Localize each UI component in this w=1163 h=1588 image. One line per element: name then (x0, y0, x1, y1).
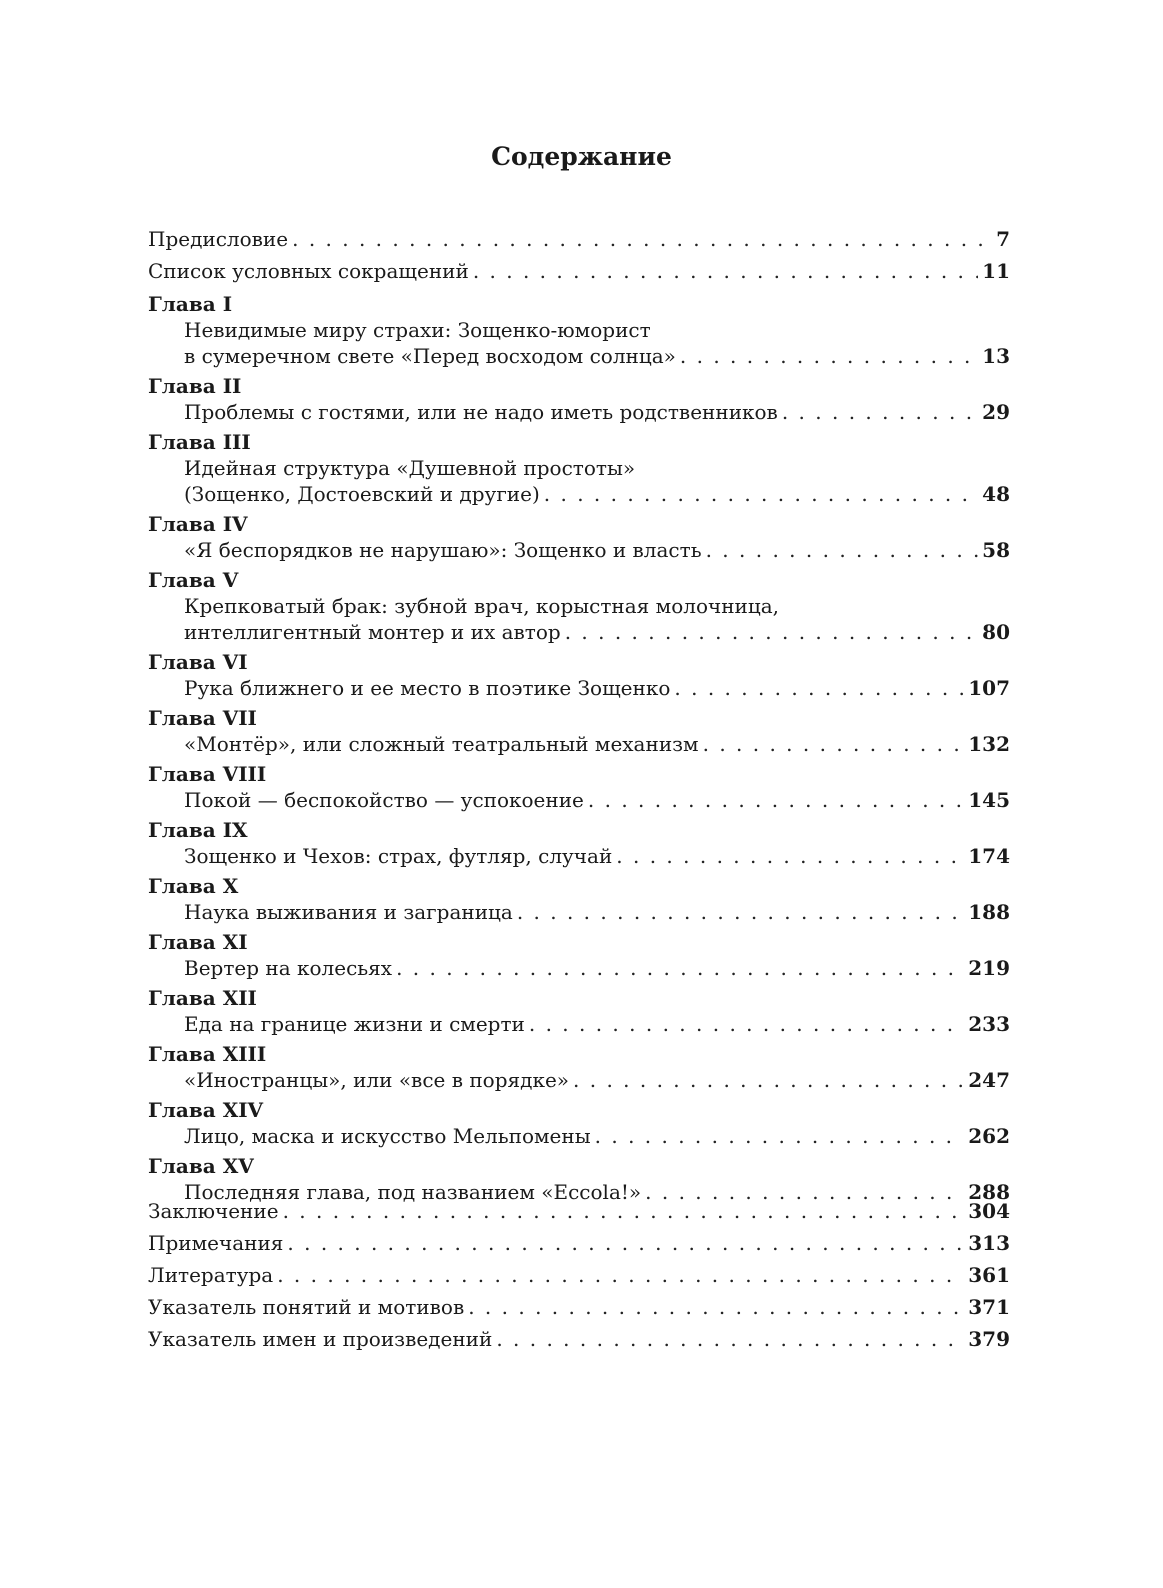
dot-leader (782, 399, 978, 425)
chapter-label: Глава XIV (148, 1098, 264, 1122)
chapter-label: Глава V (148, 568, 239, 592)
chapter-entry-page-number: 132 (968, 732, 1010, 756)
chapter-label: Глава VII (148, 706, 257, 730)
chapter-entry-title: Наука выживания и заграница (184, 900, 513, 924)
dot-leader (496, 1326, 964, 1352)
dot-leader (287, 1230, 964, 1256)
dot-leader (517, 899, 964, 925)
chapter-entry-page-number: 174 (968, 844, 1010, 868)
chapter-entry[interactable] (184, 537, 1010, 563)
chapter-title-line: Идейная структура «Душевной простоты» (184, 456, 636, 480)
chapter-entry-title: Проблемы с гостями, или не надо иметь родственников (184, 400, 778, 424)
chapter-entry-title: в сумеречном свете «Перед восходом солнца» (184, 344, 676, 368)
toc-entry-title: Предисловие (148, 227, 289, 251)
chapter-entry-title: Еда на границе жизни и смерти (184, 1012, 525, 1036)
chapter-entry-page-number: 233 (968, 1012, 1010, 1036)
table-of-contents (148, 0, 1010, 1588)
toc-entry-title: Примечания (148, 1231, 284, 1255)
toc-entry[interactable] (148, 1230, 1010, 1256)
chapter-entry-page-number: 29 (982, 400, 1010, 424)
chapter-entry-title: Покой — беспокойство — успокоение (184, 788, 584, 812)
chapter-label: Глава XII (148, 986, 257, 1010)
toc-entry-page-number: 11 (982, 259, 1010, 283)
chapter-entry-title: Последняя глава, под названием «Eccola!» (184, 1180, 642, 1204)
dot-leader (565, 619, 978, 645)
chapter-label: Глава XV (148, 1154, 254, 1178)
chapter-title-line: Крепковатый брак: зубной врач, корыстная молочница, (184, 594, 780, 618)
dot-leader (277, 1262, 964, 1288)
dot-leader (292, 226, 992, 252)
toc-entry[interactable] (148, 258, 1010, 284)
dot-leader (396, 955, 964, 981)
chapter-label: Глава VIII (148, 762, 267, 786)
dot-leader (529, 1011, 964, 1037)
chapter-entry-title: «Я беспорядков не нарушаю»: Зощенко и власть (184, 538, 702, 562)
toc-entry-page-number: 7 (996, 227, 1010, 251)
chapter-entry[interactable] (184, 787, 1010, 813)
chapter-label: Глава VI (148, 650, 248, 674)
chapter-entry-page-number: 58 (982, 538, 1010, 562)
chapter-entry-title: «Иностранцы», или «все в порядке» (184, 1068, 570, 1092)
chapter-entry[interactable] (184, 843, 1010, 869)
chapter-label: Глава II (148, 374, 242, 398)
chapter-label: Глава X (148, 874, 239, 898)
chapter-entry[interactable] (184, 955, 1010, 981)
toc-entry-page-number: 361 (968, 1263, 1010, 1287)
dot-leader (703, 731, 965, 757)
dot-leader (674, 675, 964, 701)
dot-leader (473, 258, 978, 284)
chapter-entry[interactable] (184, 899, 1010, 925)
chapter-entry-page-number: 247 (968, 1068, 1010, 1092)
chapter-label: Глава III (148, 430, 251, 454)
toc-entry-title: Заключение (148, 1199, 279, 1223)
toc-entry[interactable] (148, 1198, 1010, 1224)
toc-entry-page-number: 313 (968, 1231, 1010, 1255)
toc-entry[interactable] (148, 1294, 1010, 1320)
chapter-entry-title: Лицо, маска и искусство Мельпомены (184, 1124, 591, 1148)
chapter-entry-page-number: 188 (968, 900, 1010, 924)
toc-entry-page-number: 304 (968, 1199, 1010, 1223)
toc-entry-title: Литература (148, 1263, 274, 1287)
toc-entry-title: Указатель имен и произведений (148, 1327, 493, 1351)
chapter-title-line: Невидимые миру страхи: Зощенко-юморист (184, 318, 651, 342)
toc-entry-title: Указатель понятий и мотивов (148, 1295, 465, 1319)
chapter-entry[interactable] (184, 1123, 1010, 1149)
dot-leader (588, 787, 964, 813)
toc-entry[interactable] (148, 1262, 1010, 1288)
dot-leader (595, 1123, 965, 1149)
toc-entry-title: Список условных сокращений (148, 259, 469, 283)
chapter-entry-page-number: 48 (982, 482, 1010, 506)
chapter-entry-page-number: 262 (968, 1124, 1010, 1148)
dot-leader (680, 343, 978, 369)
toc-entry-page-number: 371 (968, 1295, 1010, 1319)
chapter-entry-title: интеллигентный монтер и их автор (184, 620, 561, 644)
chapter-entry-page-number: 145 (968, 788, 1010, 812)
chapter-entry[interactable] (184, 675, 1010, 701)
dot-leader (706, 537, 979, 563)
toc-entry[interactable] (148, 1326, 1010, 1352)
chapter-entry-page-number: 219 (968, 956, 1010, 980)
chapter-entry-page-number: 13 (982, 344, 1010, 368)
chapter-entry[interactable] (184, 731, 1010, 757)
dot-leader (283, 1198, 965, 1224)
chapter-entry[interactable] (184, 399, 1010, 425)
chapter-entry[interactable] (184, 481, 1010, 507)
chapter-entry-title: (Зощенко, Достоевский и другие) (184, 482, 540, 506)
chapter-label: Глава IX (148, 818, 248, 842)
dot-leader (573, 1067, 964, 1093)
chapter-entry-title: Зощенко и Чехов: страх, футляр, случай (184, 844, 613, 868)
chapter-label: Глава XI (148, 930, 248, 954)
chapter-entry-title: Рука ближнего и ее место в поэтике Зощенко (184, 676, 671, 700)
chapter-label: Глава XIII (148, 1042, 267, 1066)
chapter-entry[interactable] (184, 1011, 1010, 1037)
chapter-label: Глава I (148, 292, 233, 316)
chapter-entry-page-number: 288 (968, 1180, 1010, 1204)
chapter-entry[interactable] (184, 1067, 1010, 1093)
dot-leader (616, 843, 964, 869)
dot-leader (544, 481, 978, 507)
chapter-entry-title: Вертер на колесьях (184, 956, 393, 980)
chapter-entry-page-number: 107 (968, 676, 1010, 700)
dot-leader (468, 1294, 964, 1320)
page-title: Содержание (491, 142, 672, 171)
chapter-entry[interactable] (184, 619, 1010, 645)
toc-entry[interactable] (148, 226, 1010, 252)
chapter-entry[interactable] (184, 343, 1010, 369)
chapter-label: Глава IV (148, 512, 248, 536)
chapter-entry-title: «Монтёр», или сложный театральный механизм (184, 732, 699, 756)
chapter-entry-page-number: 80 (982, 620, 1010, 644)
toc-entry-page-number: 379 (968, 1327, 1010, 1351)
